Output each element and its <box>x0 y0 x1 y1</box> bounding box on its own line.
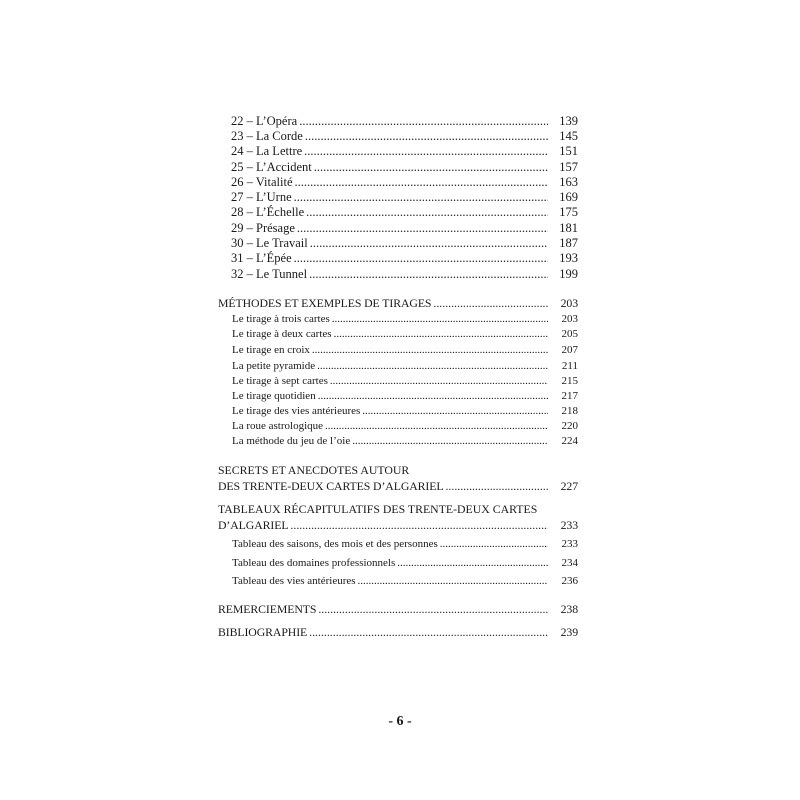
section-page: 233 <box>560 518 578 532</box>
toc-subentry <box>232 329 578 340</box>
toc-entry <box>231 191 578 204</box>
subentry-title: Tableau des vies antérieures <box>232 575 356 587</box>
dot-leader <box>358 576 548 587</box>
entry-page: 139 <box>559 114 578 128</box>
subentry-title: Le tirage à trois cartes <box>232 313 330 325</box>
section-title-line2: D’ALGARIEL <box>218 518 289 532</box>
subentry-page: 211 <box>561 360 578 372</box>
dot-leader <box>290 520 548 532</box>
dot-leader <box>306 206 548 219</box>
subentry-page: 234 <box>561 557 578 569</box>
toc-subentry <box>232 421 578 432</box>
entry-page: 193 <box>559 251 578 265</box>
toc-subentry <box>232 376 578 387</box>
entry-page: 175 <box>559 205 578 219</box>
entry-title: 27 – L’Urne <box>231 190 292 204</box>
toc-entry <box>231 237 578 250</box>
dot-leader <box>325 421 548 432</box>
toc-entry <box>231 145 578 158</box>
entry-page: 199 <box>559 267 578 281</box>
section-page: 227 <box>560 479 578 493</box>
toc-subentry <box>232 391 578 402</box>
subentry-title: Tableau des domaines professionnels <box>232 557 396 569</box>
toc-entry <box>231 176 578 189</box>
entry-title: 28 – L’Échelle <box>231 205 305 219</box>
subentry-page: 203 <box>561 313 578 325</box>
dot-leader <box>297 222 548 235</box>
entry-page: 145 <box>559 129 578 143</box>
toc-subentry <box>232 345 578 356</box>
entry-title: 29 – Présage <box>231 221 295 235</box>
toc-section <box>218 481 578 493</box>
section-title: MÉTHODES ET EXEMPLES DE TIRAGES <box>218 296 432 310</box>
entry-title: 26 – Vitalité <box>231 175 293 189</box>
dot-leader <box>317 361 548 372</box>
toc-section <box>218 604 578 616</box>
dot-leader <box>318 391 548 402</box>
subentry-title: Tableau des saisons, des mois et des personnes <box>232 538 438 550</box>
section-title: BIBLIOGRAPHIE <box>218 625 308 639</box>
dot-leader <box>295 176 548 189</box>
toc-section <box>218 520 578 532</box>
entry-page: 169 <box>559 190 578 204</box>
subentry-title: La petite pyramide <box>232 360 316 372</box>
dot-leader <box>318 604 548 616</box>
toc-subentry <box>232 539 578 550</box>
section-title: REMERCIEMENTS <box>218 602 317 616</box>
toc-subentry <box>232 558 578 569</box>
subentry-page: 236 <box>561 575 578 587</box>
toc-subentry <box>232 576 578 587</box>
toc-entry <box>231 222 578 235</box>
entry-title: 24 – La Lettre <box>231 144 303 158</box>
dot-leader <box>352 436 548 447</box>
toc-entry <box>231 130 578 143</box>
section-title-line1: SECRETS ET ANECDOTES AUTOUR <box>218 463 410 477</box>
toc-section <box>218 627 578 639</box>
entry-page: 187 <box>559 236 578 250</box>
toc-entry <box>231 268 578 281</box>
dot-leader <box>312 345 548 356</box>
section-page: 238 <box>560 602 578 616</box>
section-title-line2: DES TRENTE-DEUX CARTES D’ALGARIEL <box>218 479 444 493</box>
dot-leader <box>397 558 548 569</box>
toc-subentry <box>232 406 578 417</box>
toc-subentry <box>232 314 578 325</box>
entry-page: 163 <box>559 175 578 189</box>
toc-entry <box>231 206 578 219</box>
subentry-title: Le tirage en croix <box>232 344 310 356</box>
dot-leader <box>309 268 548 281</box>
dot-leader <box>330 376 548 387</box>
subentry-page: 224 <box>561 435 578 447</box>
dot-leader <box>305 130 548 143</box>
section-title-line1: TABLEAUX RÉCAPITULATIFS DES TRENTE-DEUX CARTES <box>218 502 538 516</box>
subentry-title: La roue astrologique <box>232 420 324 432</box>
subentry-title: Le tirage à sept cartes <box>232 375 328 387</box>
dot-leader <box>294 191 548 204</box>
subentry-page: 233 <box>561 538 578 550</box>
entry-title: 32 – Le Tunnel <box>231 267 308 281</box>
toc-entry <box>231 252 578 265</box>
subentry-page: 205 <box>561 328 578 340</box>
subentry-title: Le tirage quotidien <box>232 390 316 402</box>
dot-leader <box>299 115 548 128</box>
subentry-title: La méthode du jeu de l’oie <box>232 435 351 447</box>
entry-page: 151 <box>559 144 578 158</box>
entry-page: 181 <box>559 221 578 235</box>
dot-leader <box>445 481 548 493</box>
subentry-title: Le tirage des vies antérieures <box>232 405 361 417</box>
dot-leader <box>304 145 548 158</box>
subentry-page: 215 <box>561 375 578 387</box>
subentry-page: 218 <box>561 405 578 417</box>
dot-leader <box>332 314 548 325</box>
toc-entry <box>231 161 578 174</box>
toc-entry <box>231 115 578 128</box>
dot-leader <box>433 298 548 310</box>
toc-section <box>218 298 578 310</box>
section-page: 239 <box>560 625 578 639</box>
subentry-page: 220 <box>561 420 578 432</box>
toc-subentry <box>232 436 578 447</box>
dot-leader <box>309 627 548 639</box>
subentry-page: 207 <box>561 344 578 356</box>
entry-title: 30 – Le Travail <box>231 236 308 250</box>
section-page: 203 <box>560 296 578 310</box>
entry-title: 23 – La Corde <box>231 129 303 143</box>
page-number: - 6 - <box>388 714 412 729</box>
dot-leader <box>334 329 548 340</box>
subentry-title: Le tirage à deux cartes <box>232 328 332 340</box>
toc-subentry <box>232 361 578 372</box>
dot-leader <box>314 161 548 174</box>
entry-page: 157 <box>559 160 578 174</box>
dot-leader <box>362 406 548 417</box>
subentry-page: 217 <box>561 390 578 402</box>
entry-title: 31 – L’Épée <box>231 251 292 265</box>
entry-title: 25 – L’Accident <box>231 160 312 174</box>
dot-leader <box>294 252 548 265</box>
dot-leader <box>310 237 548 250</box>
dot-leader <box>440 539 548 550</box>
entry-title: 22 – L’Opéra <box>231 114 298 128</box>
